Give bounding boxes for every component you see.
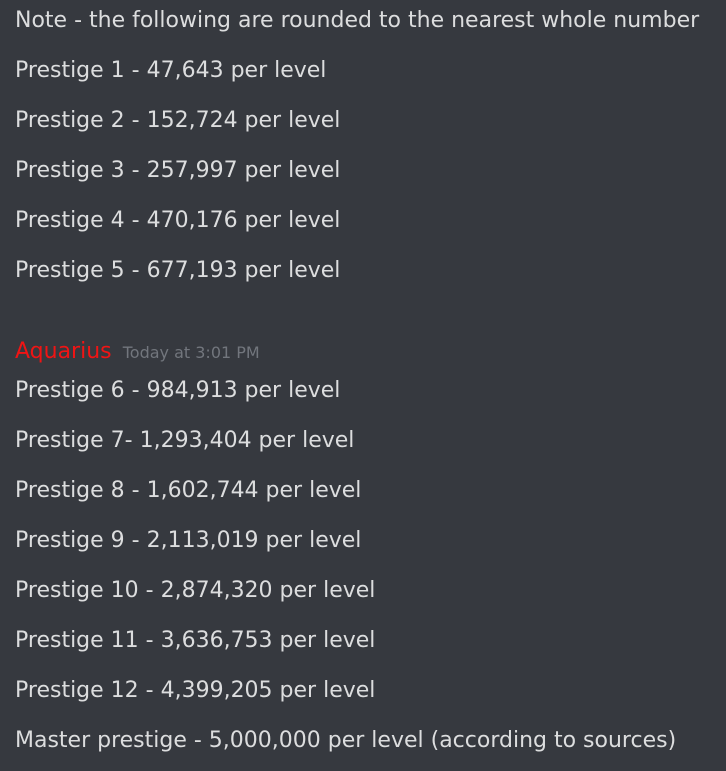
message-line: Prestige 11 - 3,636,753 per level	[15, 628, 376, 653]
message-line: Prestige 9 - 2,113,019 per level	[15, 528, 362, 553]
message-line: Prestige 12 - 4,399,205 per level	[15, 678, 376, 703]
message-line: Prestige 4 - 470,176 per level	[15, 208, 341, 233]
message-group-2	[15, 366, 716, 766]
message-timestamp: Today at 3:01 PM	[122, 343, 260, 362]
message-line: Prestige 1 - 47,643 per level	[15, 58, 327, 83]
message-line: Prestige 3 - 257,997 per level	[15, 158, 341, 183]
message-group-1	[15, 0, 716, 296]
message-line: Master prestige - 5,000,000 per level (according to sources)	[15, 728, 677, 753]
author-name[interactable]: Aquarius	[15, 339, 112, 364]
message-header	[15, 334, 260, 370]
message-line: Prestige 5 - 677,193 per level	[15, 258, 341, 283]
message-line: Prestige 7- 1,293,404 per level	[15, 428, 355, 453]
message-line: Prestige 2 - 152,724 per level	[15, 108, 341, 133]
message-line: Prestige 8 - 1,602,744 per level	[15, 478, 362, 503]
message-line: Prestige 6 - 984,913 per level	[15, 378, 341, 403]
message-line: Prestige 10 - 2,874,320 per level	[15, 578, 376, 603]
message-line: Note - the following are rounded to the nearest whole number	[15, 8, 700, 33]
